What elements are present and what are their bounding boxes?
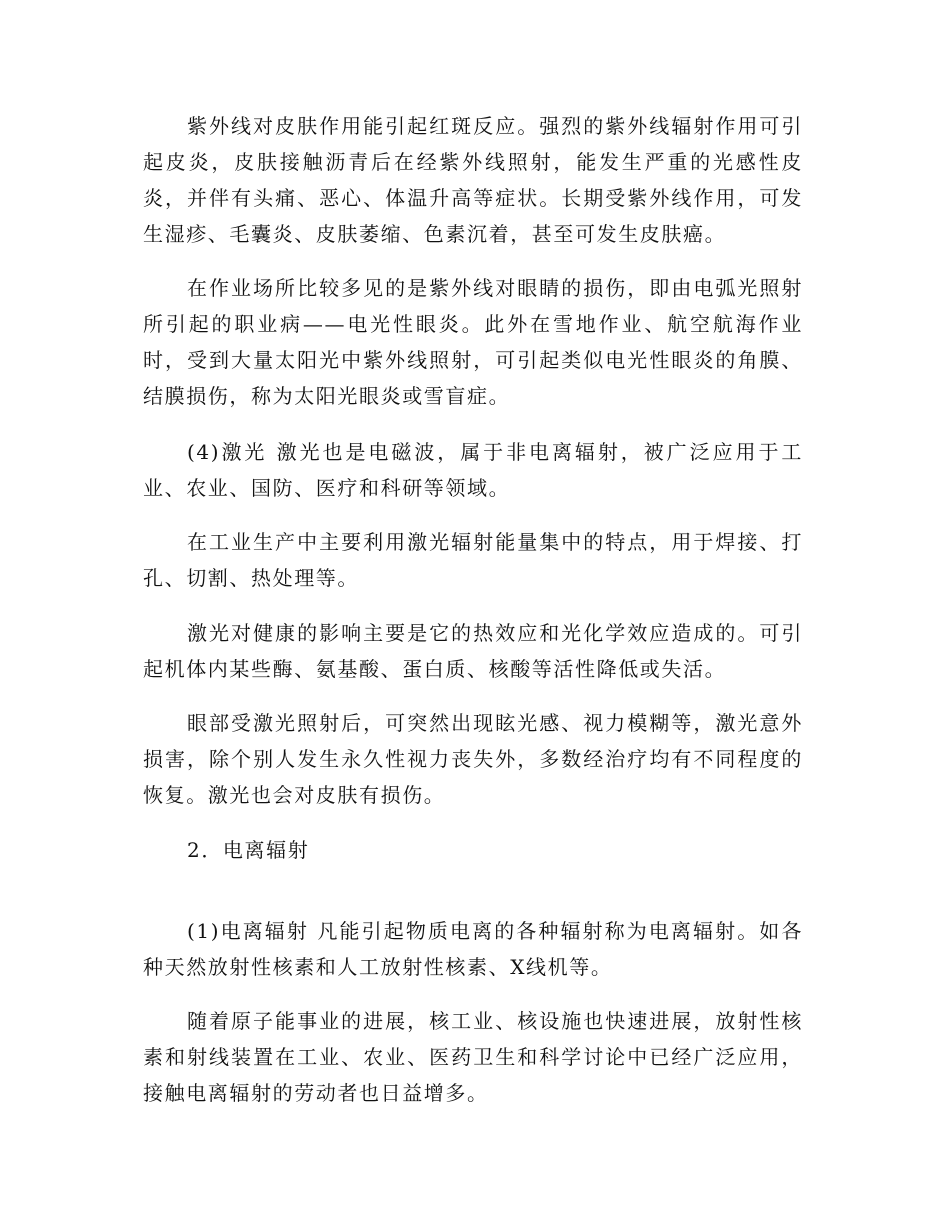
paragraph-ionizing-applications: 随着原子能事业的进展，核工业、核设施也快速进展，放射性核素和射线装置在工业、农业、医药卫生和科学讨论中已经广泛应用，接触电离辐射的劳动者也日益增多。	[143, 1009, 803, 1105]
paragraph-laser-industry: 在工业生产中主要利用激光辐射能量集中的特点，用于焊接、打孔、切割、热处理等。	[143, 530, 803, 590]
paragraph-ionizing-definition: (1)电离辐射 凡能引起物质电离的各种辐射称为电离辐射。如各种天然放射性核素和人工放射性核素、X线机等。	[143, 919, 803, 979]
paragraph-laser-intro: (4)激光 激光也是电磁波，属于非电离辐射，被广泛应用于工业、农业、国防、医疗和科研等领域。	[143, 440, 803, 500]
paragraph-laser-health: 激光对健康的影响主要是它的热效应和光化学效应造成的。可引起机体内某些酶、氨基酸、蛋白质、核酸等活性降低或失活。	[143, 621, 803, 681]
paragraph-uv-skin: 紫外线对皮肤作用能引起红斑反应。强烈的紫外线辐射作用可引起皮炎，皮肤接触沥青后在经紫外线照射，能发生严重的光感性皮炎，并伴有头痛、恶心、体温升高等症状。长期受紫外线作用，可发生湿疹、毛囊炎、皮肤萎缩、色素沉着，甚至可发生皮肤癌。	[143, 114, 803, 246]
paragraph-uv-eyes: 在作业场所比较多见的是紫外线对眼睛的损伤，即由电弧光照射所引起的职业病——电光性眼炎。此外在雪地作业、航空航海作业时，受到大量太阳光中紫外线照射，可引起类似电光性眼炎的角膜、结膜损伤，称为太阳光眼炎或雪盲症。	[143, 276, 803, 408]
paragraph-laser-eyes: 眼部受激光照射后，可突然出现眩光感、视力模糊等，激光意外损害，除个别人发生永久性视力丧失外，多数经治疗均有不同程度的恢复。激光也会对皮肤有损伤。	[143, 711, 803, 807]
section-heading-ionizing: 2．电离辐射	[187, 838, 310, 862]
